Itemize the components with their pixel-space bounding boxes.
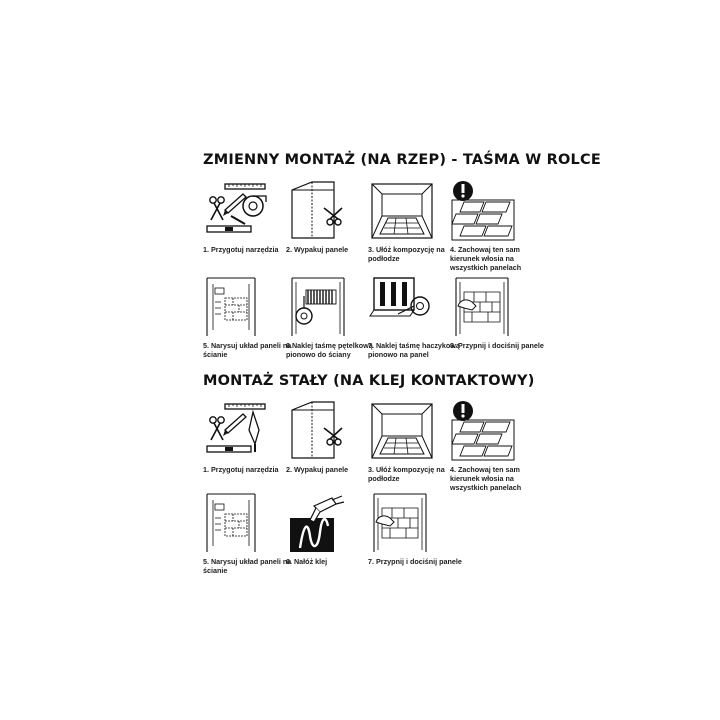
floor-layout-icon (368, 180, 436, 242)
step-press (368, 492, 462, 566)
step-caption: 5. Narysuj układ paneli na ścianie (203, 341, 292, 359)
box-scissors-icon (286, 400, 354, 462)
step-press (450, 276, 544, 350)
tools-glue-icon (203, 400, 271, 462)
step-tools-glue (203, 400, 289, 474)
step-unpack (286, 400, 372, 474)
step-caption: 4. Zachowaj ten sam kierunek włosia na wszystkich panelach (450, 465, 522, 492)
press-panel-icon (450, 276, 518, 338)
step-direction (450, 180, 536, 272)
step-caption: 3. Ułóż kompozycję na podłodze (368, 245, 445, 263)
step-caption: 2. Wypakuj panele (286, 465, 349, 474)
step-floor-layout (368, 180, 454, 263)
step-caption: 2. Wypakuj panele (286, 245, 349, 254)
step-caption: 3. Ułóż kompozycję na podłodze (368, 465, 445, 483)
wall-tape-icon (286, 276, 354, 338)
step-caption: 7. Przypnij i dociśnij panele (368, 557, 462, 566)
tools-icon (203, 180, 271, 242)
section-title-glue: MONTAŻ STAŁY (NA KLEJ KONTAKTOWY) (203, 373, 535, 389)
step-direction (450, 400, 536, 492)
panel-tape-icon (368, 276, 436, 338)
step-caption: 5. Narysuj układ paneli na ścianie (203, 557, 292, 575)
glue-gun-icon (286, 492, 354, 554)
step-caption: 8. Przypnij i dociśnij panele (450, 341, 544, 350)
step-caption: 4. Zachowaj ten sam kierunek włosia na wszystkich panelach (450, 245, 522, 272)
wall-drawing-icon (203, 276, 271, 338)
step-unpack (286, 180, 372, 254)
step-caption: 6. Nałóż klej (286, 557, 328, 566)
step-caption: 1. Przygotuj narzędzia (203, 465, 279, 474)
step-loop-tape (286, 276, 372, 359)
press-panel-icon (368, 492, 436, 554)
step-caption: 7. Naklej taśmę haczykową pionowo na panel (368, 341, 460, 359)
step-draw-layout (203, 276, 292, 359)
warning-direction-icon (450, 180, 518, 242)
box-scissors-icon (286, 180, 354, 242)
step-draw-layout (203, 492, 292, 575)
warning-direction-icon (450, 400, 518, 462)
step-floor-layout (368, 400, 454, 483)
step-tools (203, 180, 289, 254)
step-hook-tape (368, 276, 460, 359)
step-caption: 1. Przygotuj narzędzia (203, 245, 279, 254)
wall-drawing-icon (203, 492, 271, 554)
step-apply-glue (286, 492, 372, 566)
section-title-velcro: ZMIENNY MONTAŻ (NA RZEP) - TAŚMA W ROLCE (203, 152, 601, 168)
floor-layout-icon (368, 400, 436, 462)
step-caption: 6.Naklej taśmę pętelkową pionowo do ściany (286, 341, 373, 359)
